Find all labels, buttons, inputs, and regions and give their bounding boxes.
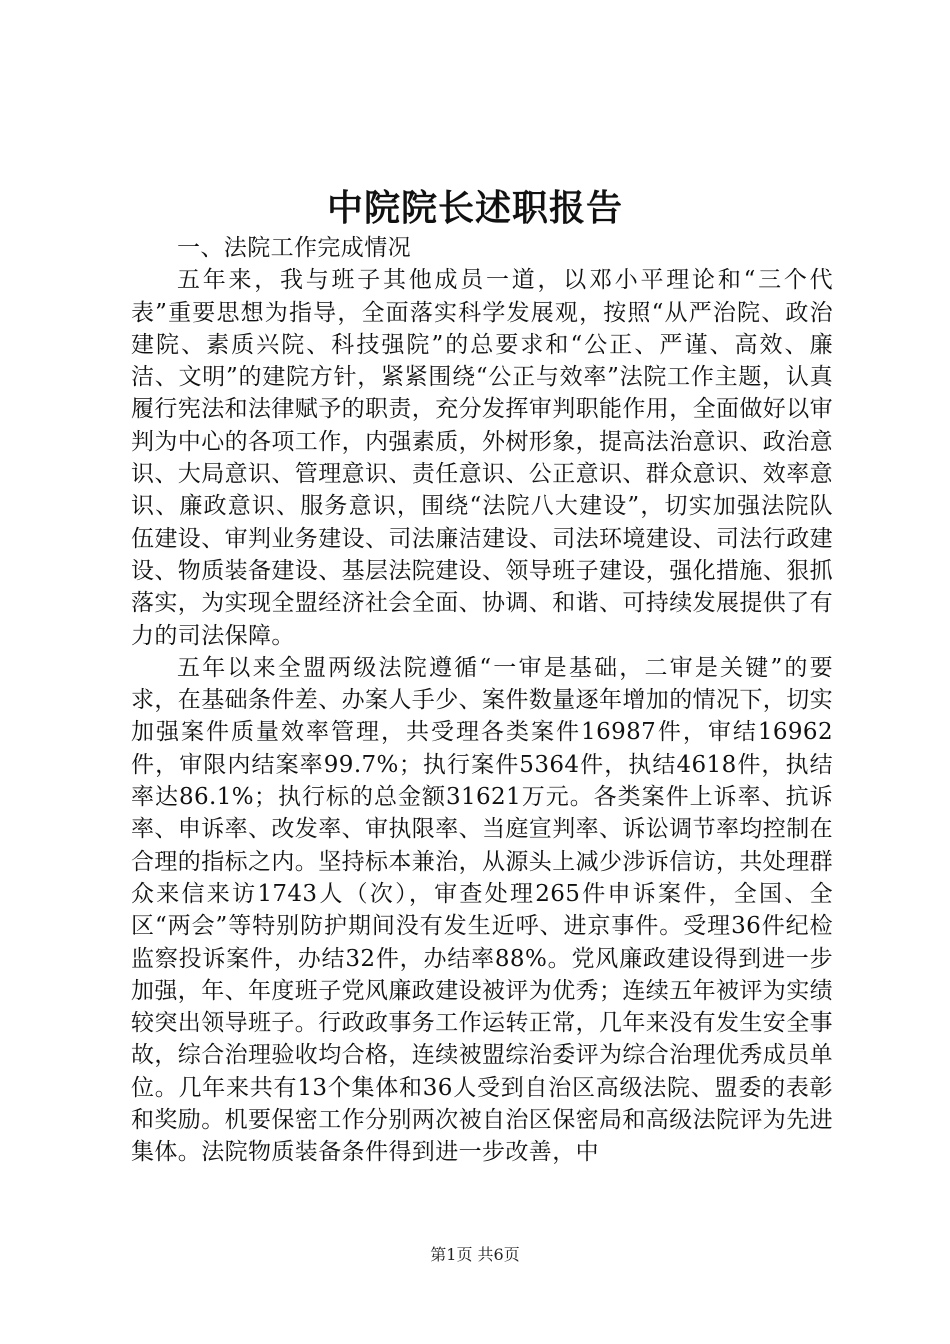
page-number: 第1页 共6页 xyxy=(430,1245,520,1264)
page-footer xyxy=(0,1244,950,1266)
document-body xyxy=(131,232,833,1169)
body-paragraph: 五年以来全盟两级法院遵循“一审是基础，二审是关键”的要求，在基础条件差、办案人手少、案件数量逐年增加的情况下，切实加强案件质量效率管理，共受理各类案件16987件，审结16962件，审限内结案率99.7%；执行案件5364件，执结4618件，执结率达86.1%；执行标的总金额31621万元。各类案件上诉率、抗诉率、申诉率、改发率、审执限率、当庭宣判率、诉讼调节率均控制在合理的指标之内。坚持标本兼治，从源头上减少涉诉信访，共处理群众来信来访1743人（次），审查处理265件申诉案件，全国、全区“两会”等特别防护期间没有发生近呼、进京事件。受理36件纪检监察投诉案件，办结32件，办结率88%。党风廉政建设得到进一步加强，年、年度班子党风廉政建设被评为优秀；连续五年被评为实绩较突出领导班子。行政政事务工作运转正常，几年来没有发生安全事故，综合治理验收均合格，连续被盟综治委评为综合治理优秀成员单位。几年来共有13个集体和36人受到自治区高级法院、盟委的表彰和奖励。机要保密工作分别两次被自治区保密局和高级法院评为先进集体。法院物质装备条件得到进一步改善，中 xyxy=(131,654,833,1166)
body-paragraph: 五年来，我与班子其他成员一道，以邓小平理论和“三个代表”重要思想为指导，全面落实科学发展观，按照“从严治院、政治建院、素质兴院、科技强院”的总要求和“公正、严谨、高效、廉洁、文明”的建院方针，紧紧围绕“公正与效率”法院工作主题，认真履行宪法和法律赋予的职责，充分发挥审判职能作用，全面做好以审判为中心的各项工作，内强素质，外树形象，提高法治意识、政治意识、大局意识、管理意识、责任意识、公正意识、群众意识、效率意识、廉政意识、服务意识，围绕“法院八大建设”，切实加强法院队伍建设、审判业务建设、司法廉洁建设、司法环境建设、司法行政建设、物质装备建设、基层法院建设、领导班子建设，强化措施、狠抓落实，为实现全盟经济社会全面、协调、和谐、可持续发展提供了有力的司法保障。 xyxy=(131,267,833,649)
document-title: 中院院长述职报告 xyxy=(326,187,623,229)
section-heading: 一、法院工作完成情况 xyxy=(177,235,411,261)
